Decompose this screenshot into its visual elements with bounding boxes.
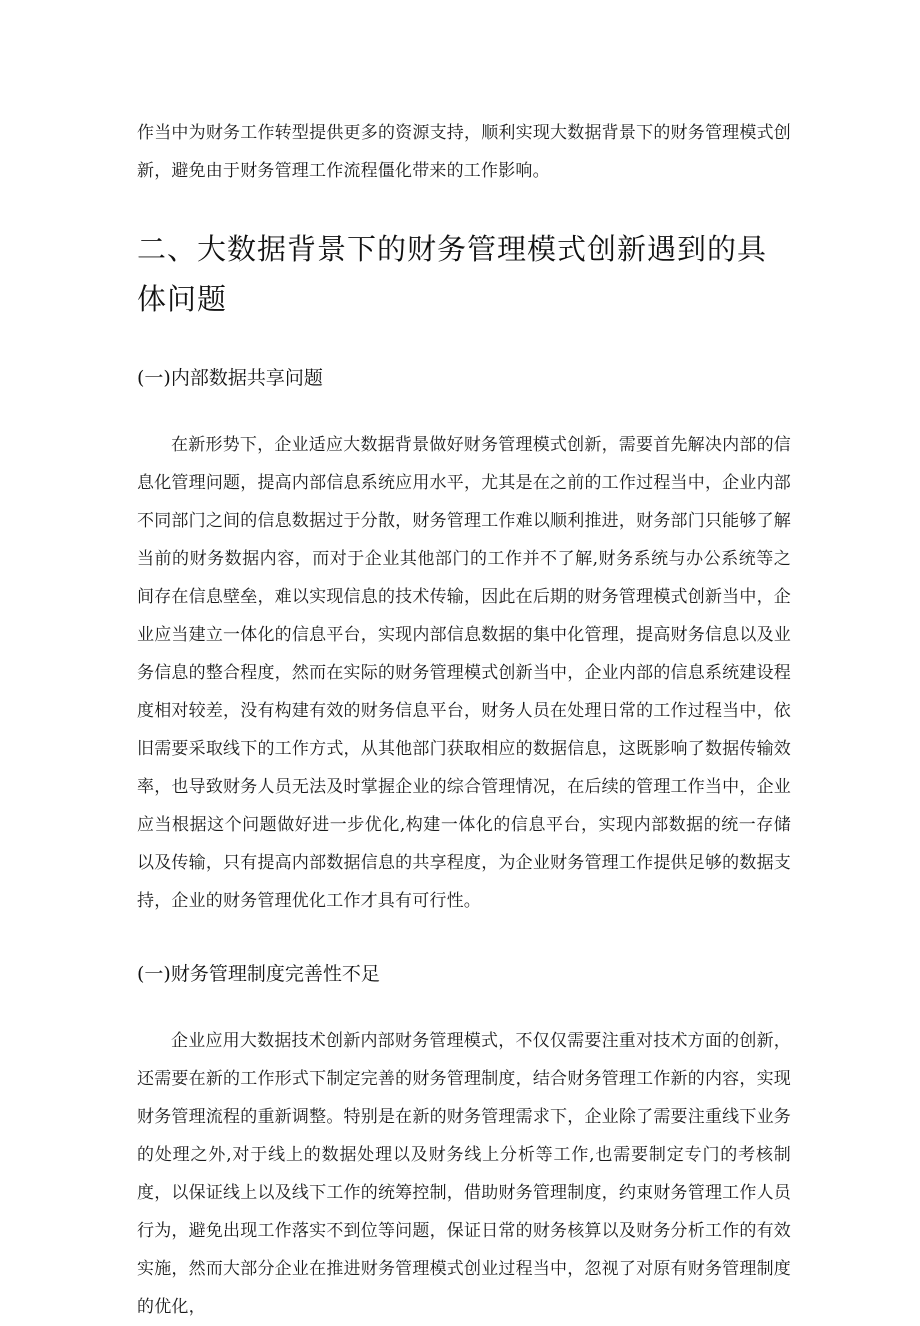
intro-paragraph: 作当中为财务工作转型提供更多的资源支持，顺利实现大数据背景下的财务管理模式创新，避免由于财务管理工作流程僵化带来的工作影响。 [137,123,791,181]
subsection-heading-data-sharing: (一)内部数据共享问题 [137,367,323,389]
section-heading: 二、大数据背景下的财务管理模式创新遇到的具体问题 [137,232,768,316]
document-body [137,114,791,1326]
paragraph-data-sharing: 在新形势下，企业适应大数据背景做好财务管理模式创新，需要首先解决内部的信息化管理问题，提高内部信息系统应用水平，尤其是在之前的工作过程当中，企业内部不同部门之间的信息数据过于分散，财务管理工作难以顺利推进，财务部门只能够了解当前的财务数据内容，而对于企业其他部门的工作并不了解,财务系统与办公系统等之间存在信息壁垒，难以实现信息的技术传输，因此在后期的财务管理模式创新当中，企业应当建立一体化的信息平台，实现内部信息数据的集中化管理，提高财务信息以及业务信息的整合程度，然而在实际的财务管理模式创新当中，企业内部的信息系统建设程度相对较差，没有构建有效的财务信息平台，财务人员在处理日常的工作过程当中，依旧需要采取线下的工作方式，从其他部门获取相应的数据信息，这既影响了数据传输效率，也导致财务人员无法及时掌握企业的综合管理情况，在后续的管理工作当中，企业应当根据这个问题做好进一步优化,构建一体化的信息平台，实现内部数据的统一存储以及传输，只有提高内部数据信息的共享程度，为企业财务管理工作提供足够的数据支持，企业的财务管理优化工作才具有可行性。 [137,435,791,911]
paragraph-management-system: 企业应用大数据技术创新内部财务管理模式，不仅仅需要注重对技术方面的创新，还需要在新的工作形式下制定完善的财务管理制度，结合财务管理工作新的内容，实现财务管理流程的重新调整。特别是在新的财务管理需求下，企业除了需要注重线下业务的处理之外,对于线上的数据处理以及财务线上分析等工作,也需要制定专门的考核制度，以保证线上以及线下工作的统筹控制，借助财务管理制度，约束财务管理工作人员行为，避免出现工作落实不到位等问题，保证日常的财务核算以及财务分析工作的有效实施，然而大部分企业在推进财务管理模式创业过程当中，忽视了对原有财务管理制度的优化， [137,1031,791,1317]
subsection-heading-management-system: (一)财务管理制度完善性不足 [137,963,380,985]
